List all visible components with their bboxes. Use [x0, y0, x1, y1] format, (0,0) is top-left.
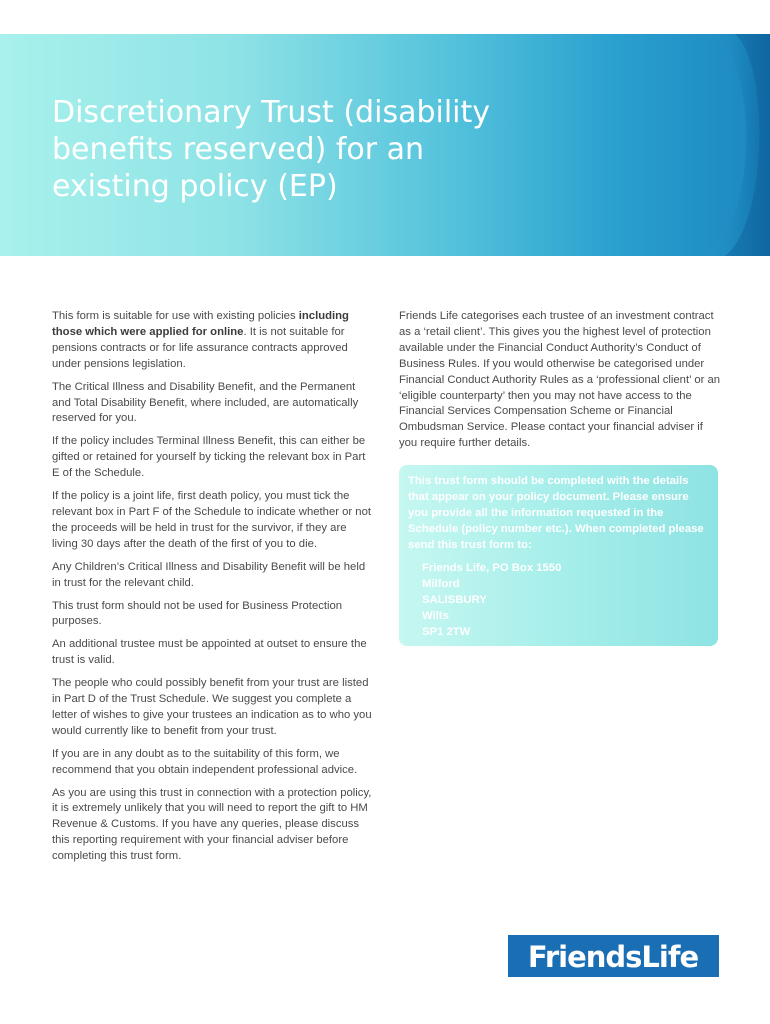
paragraph-beneficiaries: The people who could possibly benefit from your trust are listed in Part D of the Trust Schedule. We suggest you complete a letter of wishes to give your trustees an indication as to who you would currently like to benefit from your trust. — [52, 677, 372, 737]
address-line: Friends Life, PO Box 1550 — [422, 562, 562, 574]
intro-bold-text: including those which were applied for online — [52, 310, 349, 338]
logo-text: FriendsLife — [527, 940, 699, 974]
address-line: Milford — [422, 578, 460, 590]
page-title: Discretionary Trust (disability benefits reserved) for an existing policy (EP) — [52, 95, 491, 204]
address-line: SP1 2TW — [422, 626, 471, 638]
paragraph-advice: If you are in any doubt as to the suitability of this form, we recommend that you obtain independent professional advice. — [52, 747, 358, 776]
paragraph-client-categorisation: Friends Life categorises each trustee of an investment contract as a ‘retail client’. This gives you the highest level of protection available under the Financial Conduct Authority’s Conduct of Business Rules. If you would otherwise be categorised under Financial Conduct Authority Rules as a ‘professional client’ or an ‘eligible counterparty’ then you may not have access to the Financial Services Compensation Scheme or Financial Ombudsman Service. Please contact your financial adviser if you require further details. — [399, 310, 721, 450]
postal-address — [422, 560, 561, 640]
address-line: SALISBURY — [422, 594, 487, 606]
intro-paragraph: This form is suitable for use with existing policies including those which were applied for online. It is not suitable for pensions contracts or for life assurance contracts approved under pensions legislation. — [52, 310, 349, 370]
banner-curve-decoration — [690, 34, 770, 256]
friends-life-logo — [508, 935, 719, 977]
header-banner — [0, 34, 770, 256]
left-column — [52, 309, 374, 872]
paragraph-business-protection: This trust form should not be used for Business Protection purposes. — [52, 599, 343, 628]
address-line: Wilts — [422, 610, 449, 622]
right-column — [399, 309, 721, 459]
logo-wordmark — [511, 936, 716, 976]
callout-text: This trust form should be completed with the details that appear on your policy document. Please ensure you provide all the information requested in the Schedule (policy number etc.). When completed please send this trust form to: — [408, 475, 704, 551]
paragraph-hmrc: As you are using this trust in connection with a protection policy, it is extremely unlikely that you will need to report the gift to HM Revenue & Customs. If you have any queries, please discuss this reporting requirement with your financial adviser before completing this trust form. — [52, 786, 372, 863]
paragraph-additional-trustee: An additional trustee must be appointed at outset to ensure the trust is valid. — [52, 638, 367, 667]
paragraph-joint-life: If the policy is a joint life, first death policy, you must tick the relevant box in Part F of the Schedule to indicate whether or not the proceeds will be held in trust for the survivor, if they are living 30 days after the death of the first of you to die. — [52, 490, 372, 550]
instructions-callout — [399, 465, 718, 646]
paragraph-critical-illness: The Critical Illness and Disability Benefit, and the Permanent and Total Disability Benefit, where included, are automatically reserved for you. — [52, 380, 359, 425]
paragraph-terminal-illness: If the policy includes Terminal Illness Benefit, this can either be gifted or retained for yourself by ticking the relevant box in Part E of the Schedule. — [52, 435, 366, 480]
paragraph-children-benefit: Any Children’s Critical Illness and Disability Benefit will be held in trust for the relevant child. — [52, 560, 366, 589]
